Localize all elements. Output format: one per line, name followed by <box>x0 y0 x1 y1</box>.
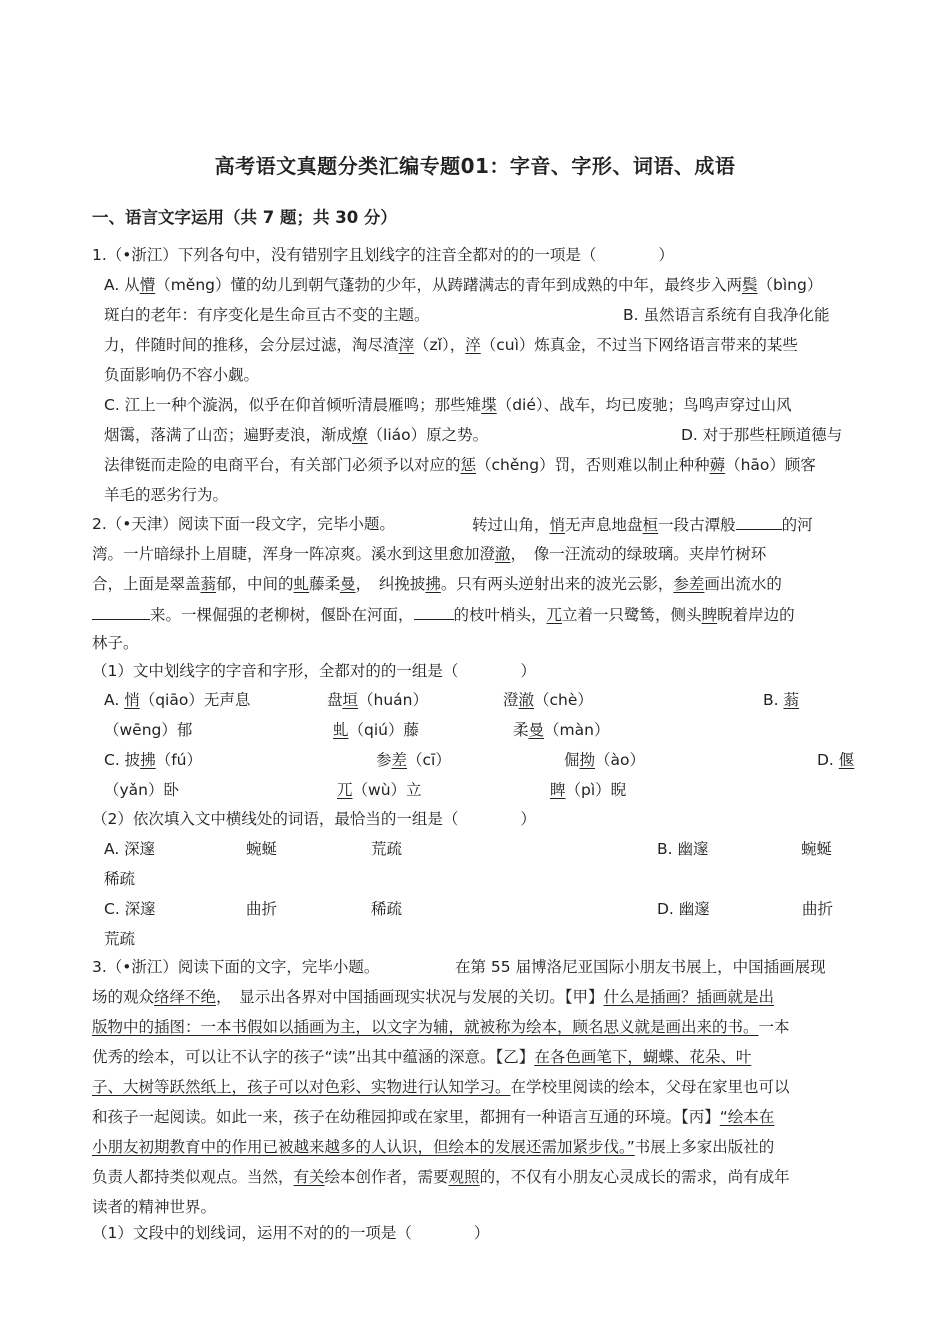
text: （huán） <box>358 691 429 709</box>
q2-1-option-d-item1: （yǎn）卧 <box>104 781 179 799</box>
underlined-char: 差 <box>391 751 408 769</box>
q3-passage-line1: 在第 55 届博洛尼亚国际小朋友书展上，中国插画展现 <box>455 958 826 976</box>
text: 参 <box>376 751 392 769</box>
q3-stem: 3.（•浙江）阅读下面的文字，完毕小题。 <box>92 958 380 976</box>
q3-passage-line4 <box>92 1046 751 1068</box>
q1-option-d: D. 对于那些枉顾道德与 <box>681 426 843 444</box>
underlined-char: 拗 <box>579 751 596 769</box>
text: （cī） <box>407 751 451 769</box>
q2-2-option-d-word3: 荒疏 <box>104 930 136 948</box>
underlined-char: 懵 <box>139 276 156 294</box>
text: 湾。一片暗绿扑上眉睫，浑身一阵凉爽。溪水到这里愈加澄 <box>92 545 496 563</box>
text: 来。一棵倔强的老柳树，偃卧在河面， <box>150 606 414 624</box>
q2-1-option-a <box>104 689 250 711</box>
underlined-char: 燎 <box>352 426 368 444</box>
section-heading: 一、语言文字运用（共 7 题；共 30 分） <box>92 208 397 227</box>
q3-passage-line9: 读者的精神世界。 <box>92 1198 217 1216</box>
q1-option-b: B. 虽然语言系统有自我净化能 <box>623 306 830 324</box>
text: （màn） <box>544 721 610 739</box>
underlined-char: 淬 <box>465 336 481 354</box>
fill-blank-3[interactable] <box>414 603 454 620</box>
fill-blank-1[interactable] <box>736 513 782 530</box>
text: （qiāo）无声息 <box>139 691 251 709</box>
text: 负责人都持类似观点。当然， <box>92 1168 294 1186</box>
text: 转过山角， <box>472 516 550 534</box>
text: 倔 <box>564 751 580 769</box>
underlined-char: 澈 <box>495 545 511 563</box>
text: C. 披 <box>104 751 141 769</box>
underlined-char: 惩 <box>460 456 477 474</box>
q3-passage-line3 <box>92 1016 790 1038</box>
text: 优秀的绘本，可以让不认字的孩子“读”出其中蕴涵的深意。【乙】 <box>92 1048 535 1066</box>
underlined-sentence: 子、大树等跃然纸上，孩子可以对色彩、实物进行认知学习。 <box>92 1078 511 1096</box>
text: 和孩子一起阅读。如此一来，孩子在幼稚园抑或在家里，都拥有一种语言互通的环境。【丙】 <box>92 1108 720 1126</box>
text: （ào） <box>595 751 646 769</box>
q2-2-option-a-word2: 蜿蜒 <box>246 840 278 858</box>
q2-passage-line2 <box>92 543 766 565</box>
q1-option-a-cont <box>104 304 430 326</box>
underlined-char: 悄 <box>549 516 566 534</box>
text: 烟霭，落满了山峦；遍野麦浪，渐成 <box>104 426 353 444</box>
text: 一段古潭般 <box>658 516 736 534</box>
text: 场的观众 <box>92 988 155 1006</box>
q1-option-c <box>104 394 792 416</box>
text: 法律铤而走险的电商平台，有关部门必须予以对应的 <box>104 456 461 474</box>
text: 盘 <box>327 691 343 709</box>
q2-1-option-d-item2 <box>337 779 422 801</box>
text: 一本 <box>758 1018 790 1036</box>
underlined-char: 垣 <box>342 691 359 709</box>
text: 的河 <box>781 516 813 534</box>
q2-1-option-c <box>104 749 202 771</box>
q2-2-option-a-word3: 荒疏 <box>371 840 403 858</box>
underlined-char: 鬓 <box>742 276 758 294</box>
q2-passage-line3 <box>92 573 782 595</box>
text: 力，伴随时间的推移，会分层过滤，淘尽渣 <box>104 336 399 354</box>
underlined-sentence: 什么是插画？插画就是出 <box>603 988 775 1006</box>
underlined-sentence: 在各色画笔下，蝴蝶、花朵、叶 <box>534 1048 752 1066</box>
underlined-char: 兀 <box>337 781 353 799</box>
text: 合，上面是翠盖 <box>92 575 201 593</box>
underlined-char: 拂 <box>425 575 441 593</box>
underlined-char: 兀 <box>546 606 563 624</box>
text: 2.（•天津）阅读下面一段文字，完毕小题。 <box>92 515 395 533</box>
text: B. <box>763 691 784 709</box>
underlined-char: 悄 <box>124 691 140 709</box>
q3-passage-line8 <box>92 1166 790 1188</box>
q2-1-option-c-item3 <box>564 749 645 771</box>
fill-blank-2[interactable] <box>92 603 150 620</box>
text: D. <box>817 751 839 769</box>
underlined-char: 蓊 <box>783 691 800 709</box>
underlined-char: 澈 <box>518 691 535 709</box>
underlined-char: 桓 <box>642 516 659 534</box>
text: ， 纠挽披 <box>355 575 426 593</box>
q2-passage-line4 <box>92 603 795 625</box>
q2-2-option-c-word3: 稀疏 <box>371 900 403 918</box>
q1-option-a <box>104 274 822 296</box>
q2-2-option-c-word2: 曲折 <box>246 900 278 918</box>
text: 的枝叶梢头， <box>453 606 547 624</box>
text: （wù）立 <box>352 781 422 799</box>
q2-subq2: （2）依次填入文中横线处的词语，最恰当的一组是（ ） <box>92 810 536 828</box>
text: 画出流水的 <box>704 575 782 593</box>
text: 。只有两头逆射出来的波光云影， <box>440 575 674 593</box>
q3-passage-line2 <box>92 986 774 1008</box>
text: （zǐ）， <box>414 336 466 354</box>
text: （měng）懂的幼儿到朝气蓬勃的少年，从踌躇满志的青年到成熟的中年，最终步入两 <box>155 276 743 294</box>
text: ， 像一汪流动的绿玻璃。夹岸竹树环 <box>510 545 767 563</box>
q1-option-c-cont <box>104 424 488 446</box>
underlined-char: 睥 <box>550 781 566 799</box>
text: （liáo）原之势。 <box>367 426 489 444</box>
text: （cuì）炼真金，不过当下网络语言带来的某些 <box>480 336 798 354</box>
q2-passage-line5: 林子。 <box>92 634 139 652</box>
q1-stem <box>92 244 674 266</box>
text: （fú） <box>155 751 202 769</box>
underlined-char: 薅 <box>709 456 726 474</box>
underlined-word: 有关 <box>293 1168 325 1186</box>
underlined-sentence: 版物中的插图：一本书假如以插画为主，以文字为辅，就被称为绘本，顾名思义就是画出来的书。 <box>92 1018 759 1036</box>
text: ， 显示出各界对中国插画现实状况与发展的关切。【甲】 <box>216 988 604 1006</box>
underlined-char: 曼 <box>528 721 545 739</box>
q2-1-option-d-item3 <box>550 779 626 801</box>
text: 书展上多家出版社的 <box>634 1138 775 1156</box>
q2-1-option-a-item3 <box>503 689 593 711</box>
q1-option-b-end: 负面影响仍不容小觑。 <box>104 366 260 384</box>
q2-1-option-b-item3 <box>513 719 609 741</box>
q1-stem-text: 1.（•浙江）下列各句中，没有错别字且划线字的注音全都对的的一项是（ ） <box>92 246 674 264</box>
text: 澄 <box>503 691 519 709</box>
underlined-sentence: “绘本在 <box>719 1108 775 1126</box>
text: （dié）、战车，均已废驰；鸟鸣声穿过山风 <box>496 396 792 414</box>
text: （bìng） <box>757 276 823 294</box>
q2-1-option-d <box>817 749 854 771</box>
q2-2-option-b-word2: 蜿蜒 <box>801 840 833 858</box>
underlined-char: 睥 <box>701 606 718 624</box>
q2-2-option-d: D. 幽邃 <box>657 900 710 918</box>
q1-option-b-cont <box>104 334 798 356</box>
q2-passage-line1 <box>472 513 813 535</box>
text: 柔 <box>513 721 529 739</box>
q2-2-option-b: B. 幽邃 <box>657 840 709 858</box>
text: 睨着岸边的 <box>717 606 795 624</box>
q3-passage-line5 <box>92 1076 790 1098</box>
underlined-char: 拂 <box>140 751 156 769</box>
text: 立着一只鹭鸶，侧头 <box>562 606 702 624</box>
q2-2-option-c: C. 深邃 <box>104 900 156 918</box>
text: （hāo）顾客 <box>725 456 816 474</box>
text: A. 从 <box>104 276 140 294</box>
text: 藤柔 <box>309 575 341 593</box>
q2-2-option-b-word3: 稀疏 <box>104 870 136 888</box>
q3-passage-line6 <box>92 1106 774 1128</box>
q2-subq1: （1）文中划线字的字音和字形，全都对的的一组是（ ） <box>92 662 536 680</box>
text: 的，不仅有小朋友心灵成长的需求，尚有成年 <box>479 1168 790 1186</box>
text: 绘本创作者，需要 <box>324 1168 449 1186</box>
underlined-word: 参差 <box>673 575 705 593</box>
underlined-char: 虬 <box>333 721 349 739</box>
underlined-char: 曼 <box>340 575 356 593</box>
q3-subq1: （1）文段中的划线词，运用不对的的一项是（ ） <box>92 1224 490 1242</box>
text: （pì）睨 <box>565 781 627 799</box>
q1-option-d-cont <box>104 454 816 476</box>
q2-1-option-b <box>763 689 799 711</box>
text: 无声息地盘 <box>565 516 643 534</box>
q2-2-option-a: A. 深邃 <box>104 840 156 858</box>
q2-1-option-c-item2 <box>376 749 451 771</box>
underlined-char: 蓊 <box>200 575 217 593</box>
q1-option-d-end: 羊毛的恶劣行为。 <box>104 486 229 504</box>
underlined-word: 观照 <box>448 1168 480 1186</box>
q2-1-option-b-item1: （wēng）郁 <box>104 721 193 739</box>
underlined-char: 堞 <box>481 396 497 414</box>
underlined-sentence: 小朋友初期教育中的作用已被越来越多的人认识，但绘本的发展还需加紧步伐。” <box>92 1138 635 1156</box>
text: 郁，中间的 <box>216 575 294 593</box>
text: （chěng）罚，否则难以制止种种 <box>476 456 710 474</box>
text: （chè） <box>534 691 593 709</box>
q3-passage-line7 <box>92 1136 774 1158</box>
underlined-word: 络绎不绝 <box>154 988 217 1006</box>
q2-stem <box>92 513 395 535</box>
page-title: 高考语文真题分类汇编专题01：字音、字形、词语、成语 <box>214 154 736 178</box>
text: A. <box>104 691 125 709</box>
q2-2-option-d-word2: 曲折 <box>802 900 834 918</box>
underlined-char: 偃 <box>838 751 855 769</box>
text: 在学校里阅读的绘本，父母在家里也可以 <box>510 1078 790 1096</box>
text: （qiú）藤 <box>348 721 419 739</box>
text: 斑白的老年：有序变化是生命亘古不变的主题。 <box>104 306 430 324</box>
text: C. 江上一种个漩涡，似乎在仰首倾听清晨雁鸣；那些雉 <box>104 396 482 414</box>
underlined-char: 滓 <box>398 336 415 354</box>
q2-1-option-b-item2 <box>333 719 419 741</box>
underlined-char: 虬 <box>293 575 310 593</box>
q2-1-option-a-item2 <box>327 689 428 711</box>
